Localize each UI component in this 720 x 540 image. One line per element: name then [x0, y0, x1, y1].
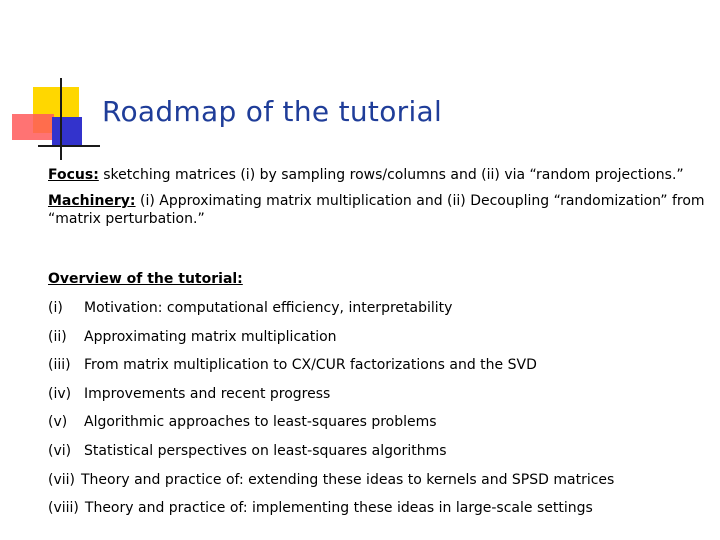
list-item [48, 413, 708, 431]
list-item [48, 499, 708, 517]
item-number: (viii) [48, 500, 79, 517]
focus-paragraph [48, 166, 708, 184]
slide-title: Roadmap of the tutorial [102, 95, 443, 128]
list-item [48, 442, 708, 460]
blue-square [52, 117, 82, 147]
decorative-squares-logo [0, 0, 100, 170]
overview-heading: Overview of the tutorial: [48, 271, 243, 287]
machinery-text: (i) Approximating matrix multiplication and (ii) Decoupling “randomization” from “matrix perturbation.” [48, 193, 705, 227]
item-number: (v) [48, 414, 68, 431]
machinery-paragraph [48, 192, 708, 228]
item-text: Motivation: computational efficiency, interpretability [84, 300, 453, 316]
item-text: From matrix multiplication to CX/CUR factorizations and the SVD [84, 357, 537, 374]
machinery-label: Machinery: [48, 193, 136, 209]
item-number: (iii) [48, 357, 71, 374]
item-text: Statistical perspectives on least-squares algorithms [84, 442, 447, 459]
item-text: Approximating matrix multiplication [84, 328, 337, 345]
slide-content [48, 166, 708, 528]
item-text: Theory and practice of: extending these ideas to kernels and SPSD matrices [81, 471, 615, 488]
list-item [48, 356, 708, 374]
vertical-line [60, 78, 62, 160]
focus-label: Focus: [48, 167, 99, 183]
horizontal-line [38, 145, 100, 147]
overview-list [48, 299, 708, 517]
item-text: Theory and practice of: implementing these ideas in large-scale settings [84, 500, 593, 517]
list-item [48, 385, 708, 403]
item-number: (ii) [48, 328, 67, 345]
item-number: (iv) [48, 385, 72, 402]
item-number: (vi) [48, 442, 72, 459]
item-number: (i) [48, 300, 63, 316]
list-item [48, 299, 708, 317]
red-square [12, 114, 54, 140]
list-item [48, 471, 708, 489]
focus-text: sketching matrices (i) by sampling rows/columns and (ii) via “random projections.” [98, 167, 684, 183]
list-item [48, 328, 708, 346]
item-text: Algorithmic approaches to least-squares problems [84, 414, 437, 431]
item-text: Improvements and recent progress [84, 385, 331, 402]
item-number: (vii) [48, 471, 75, 488]
